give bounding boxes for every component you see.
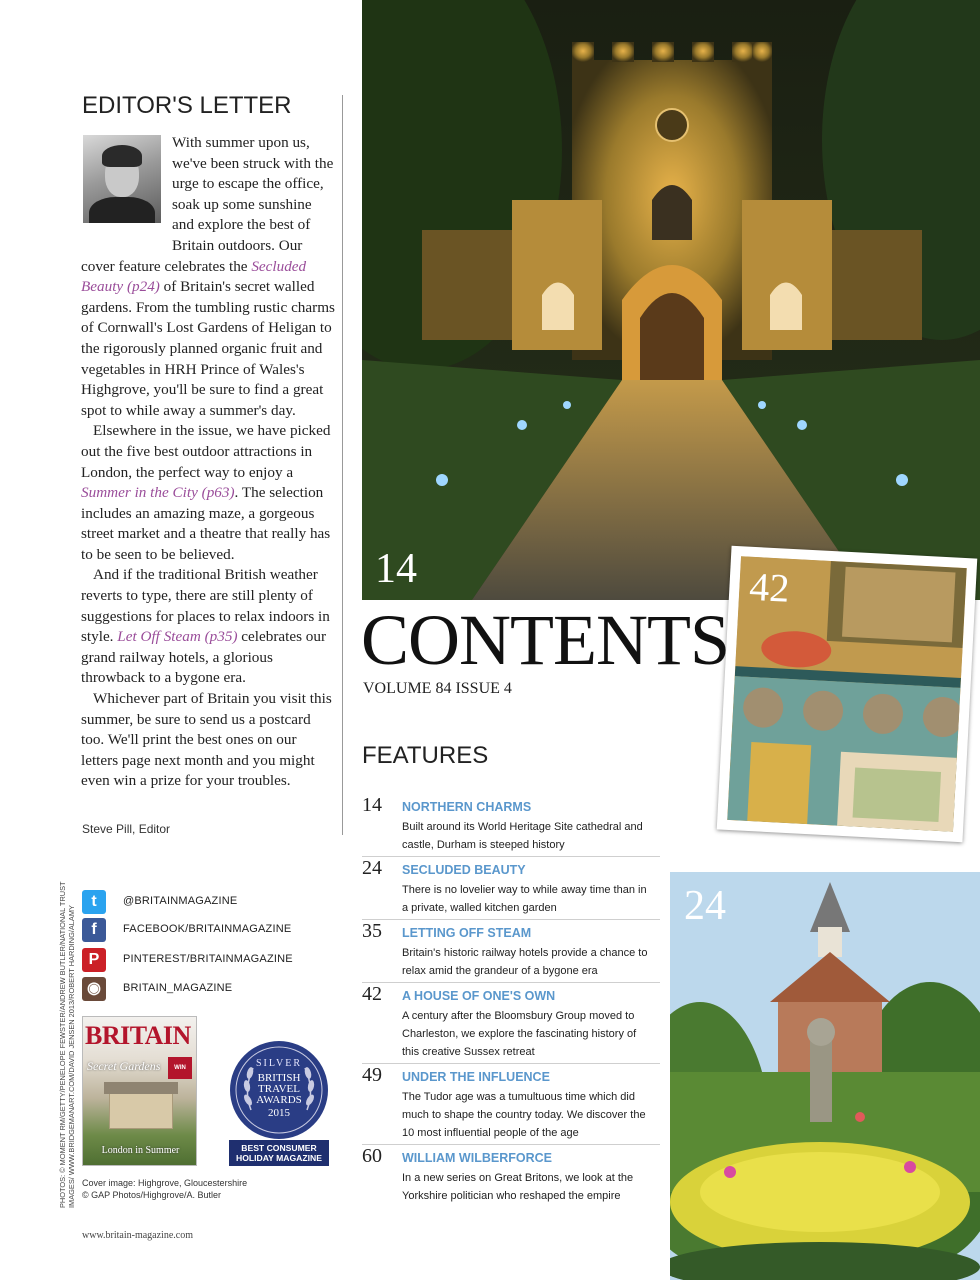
- award-title: BRITISH TRAVEL AWARDS: [256, 1072, 302, 1106]
- volume-issue: VOLUME 84 ISSUE 4: [363, 680, 512, 697]
- twitter-icon: t: [82, 890, 106, 914]
- social-label: PINTEREST/BRITAINMAGAZINE: [123, 953, 293, 965]
- feature-page-number: 42: [362, 983, 382, 1005]
- social-label: FACEBOOK/BRITAINMAGAZINE: [123, 923, 292, 935]
- letter-paragraph-3: And if the traditional British weather reverts to type, there are still plenty of suggestions for places to relax indoors in style. Let Off Steam (p35) celebrates our grand railway hotels, a glorious throwback to a bygone era.: [81, 566, 330, 687]
- feature-page-number: 24: [362, 857, 382, 879]
- photo-walled-garden: [670, 872, 980, 1280]
- features-heading: FEATURES: [362, 742, 489, 769]
- letter-paragraph-2: Elsewhere in the issue, we have picked out the five best outdoor attractions in London, the perfect way to enjoy a Summer in the City (p63). The selection includes an amazing maze, a gorgeous street market and a theatre that really has to be seen to be believed.: [81, 422, 331, 563]
- feature-title: NORTHERN CHARMS: [402, 800, 532, 814]
- contents-title: CONTENTS: [361, 600, 729, 680]
- feature-divider: [362, 982, 660, 983]
- cover-subtitle: Secret Gardens: [87, 1059, 161, 1073]
- pinterest-icon: P: [82, 948, 106, 972]
- feature-page-number: 35: [362, 920, 382, 942]
- editors-letter-heading: EDITOR'S LETTER: [82, 92, 292, 119]
- feature-divider: [362, 856, 660, 857]
- feature-page-number: 49: [362, 1064, 382, 1086]
- letter-paragraph-1: With summer upon us, we've been struck with the urge to escape the office, soak up some sunshine and explore the best of Britain outdoors. Our cover feature celebrates the Secluded Beauty (p24) of Britain's secret walled gardens. From the tumbling rustic charms of Cornwall's Lost Gardens of Heligan to the rigorously planned organic fruit and vegetables in HRH Prince of Wales's Highgrove, you'll be sure to find a great spot to while away a summer's day.: [81, 134, 335, 419]
- feature-divider: [362, 919, 660, 920]
- feature-description: A century after the Bloomsbury Group moved to Charleston, we explore the fascinating history of this creative Sussex retreat: [402, 1010, 637, 1058]
- feature-description: There is no lovelier way to while away time than in a private, walled kitchen garden: [402, 884, 647, 914]
- feature-title: LETTING OFF STEAM: [402, 926, 532, 940]
- feature-title: SECLUDED BEAUTY: [402, 863, 526, 877]
- award-badge: [229, 1040, 329, 1166]
- award-rank: SILVER: [255, 1058, 303, 1069]
- social-label: @BRITAINMAGAZINE: [123, 895, 238, 907]
- feature-page-number: 14: [362, 794, 382, 816]
- feature-divider: [362, 1063, 660, 1064]
- editors-letter-body: [81, 133, 336, 792]
- cover-strap: London in Summer: [101, 1145, 180, 1156]
- feature-page-number: 60: [362, 1145, 382, 1167]
- hero-page-number: 14: [375, 546, 417, 592]
- editor-signoff: Steve Pill, Editor: [82, 822, 171, 836]
- hero-photo-gatehouse: [362, 0, 980, 600]
- facebook-icon: f: [82, 918, 106, 942]
- award-year: 2015: [268, 1107, 290, 1119]
- feature-title: UNDER THE INFLUENCE: [402, 1070, 550, 1084]
- website-url[interactable]: www.britain-magazine.com: [82, 1230, 193, 1241]
- column-divider: [342, 95, 343, 835]
- instagram-icon: ◉: [82, 977, 106, 1001]
- feature-title: WILLIAM WILBERFORCE: [402, 1151, 552, 1165]
- social-label: BRITAIN_MAGAZINE: [123, 982, 233, 994]
- letter-paragraph-4: Whichever part of Britain you visit this summer, be sure to send us a postcard too. We'll print the best ones on our letters page next month and you might even win a prize for your troubles.: [81, 690, 332, 790]
- feature-divider: [362, 1144, 660, 1145]
- cover-caption: Cover image: Highgrove, Gloucestershire © GAP Photos/Highgrove/A. Butler: [82, 1178, 248, 1200]
- link-let-off-steam[interactable]: Let Off Steam (p35): [117, 628, 238, 646]
- feature-description: Britain's historic railway hotels provide a chance to relax amid the grandeur of a bygone era: [402, 947, 648, 977]
- photo2-page-number: 42: [748, 563, 791, 611]
- feature-description: In a new series on Great Britons, we look at the Yorkshire politician who reshaped the empire: [402, 1172, 634, 1202]
- feature-description: The Tudor age was a tumultuous time which did much to shape the country today. We discover the 10 most influential people of the age: [402, 1091, 646, 1139]
- photo-credits: PHOTOS: © MOMENT RM/GETTY/PENELOPE FEWSTER/ANDREW BUTLER/NATIONAL TRUST IMAGES/ WWW.BRIDGEMANART.COM/DAVID JENSEN 2013/ROBERT HARDING/ALAMY: [58, 881, 76, 1208]
- feature-title: A HOUSE OF ONE'S OWN: [402, 989, 556, 1003]
- feature-description: Built around its World Heritage Site cathedral and castle, Durham is steeped history: [402, 821, 643, 851]
- cover-flash: WIN: [168, 1057, 192, 1079]
- photo-charleston-interior: [717, 546, 978, 842]
- link-summer-in-the-city[interactable]: Summer in the City (p63): [81, 484, 235, 502]
- link-secluded-beauty[interactable]: Secluded Beauty (p24): [81, 257, 307, 296]
- photo3-page-number: 24: [684, 883, 726, 929]
- cover-house-illustration: [109, 1091, 173, 1129]
- cover-logo: BRITAIN: [85, 1021, 191, 1050]
- magazine-cover-thumbnail: [82, 1016, 197, 1166]
- award-band: BEST CONSUMER HOLIDAY MAGAZINE: [229, 1140, 329, 1166]
